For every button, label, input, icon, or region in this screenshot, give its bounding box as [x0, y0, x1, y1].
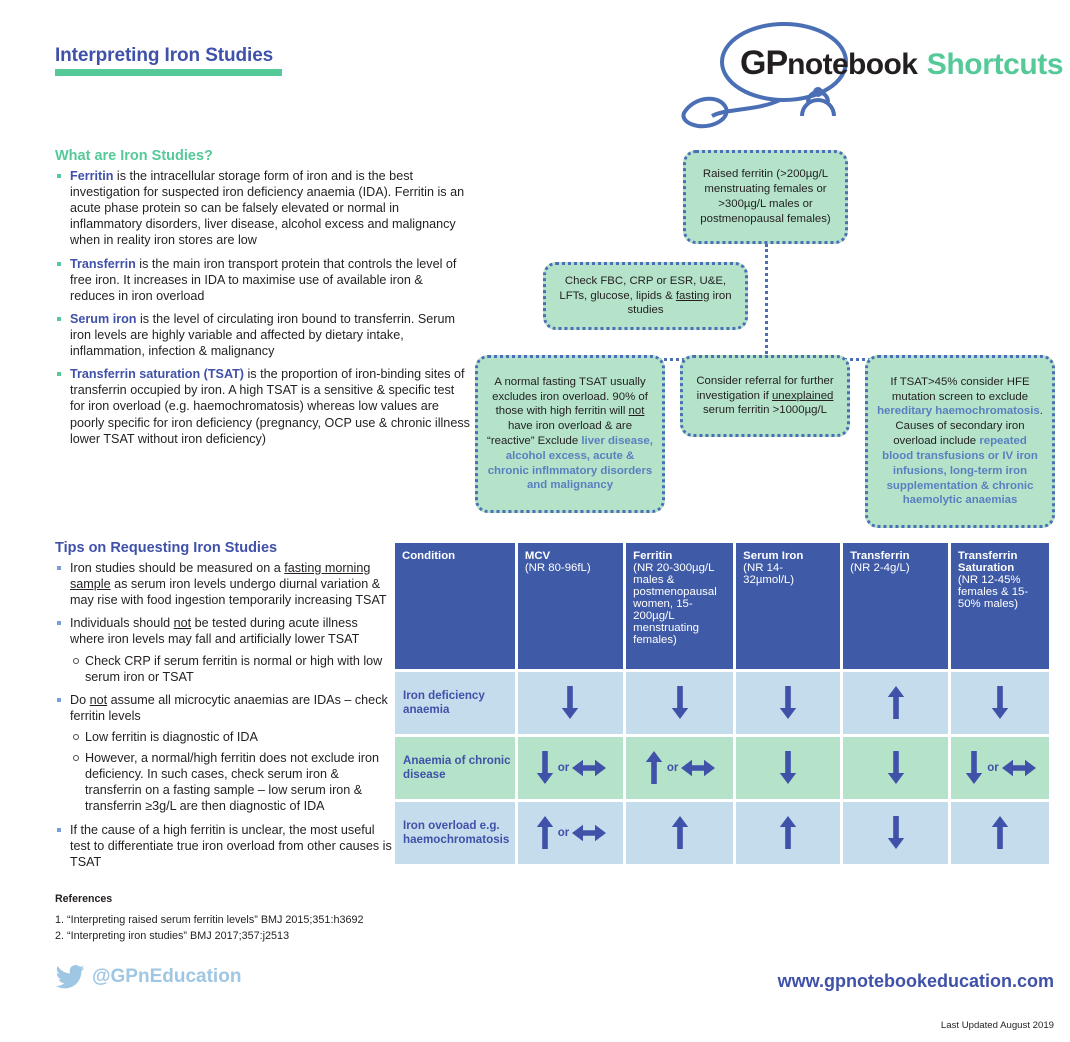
iron-studies-results-table — [392, 540, 1052, 867]
table-body — [395, 672, 1049, 864]
list-item — [55, 311, 470, 359]
twitter-handle-text: @GPnEducation — [92, 966, 242, 987]
arrow-up-icon — [778, 816, 798, 850]
bullet-term: Serum iron — [70, 311, 137, 326]
table-header-row — [395, 543, 1049, 669]
bullet-term: Transferrin saturation (TSAT) — [70, 367, 244, 382]
flow-box-text — [555, 274, 736, 318]
tip-text-underline: not — [173, 616, 192, 631]
flow-text-a: A normal fasting TSAT usually excludes iron overload. 90% of those with high ferritin will — [492, 375, 648, 418]
arrow-up-icon — [990, 816, 1010, 850]
what-are-list — [55, 168, 470, 447]
cell-condition: Anaemia of chronic disease — [395, 737, 515, 799]
references-section — [55, 893, 515, 944]
arrow-group — [740, 686, 836, 720]
flow-box-normal-tsat — [475, 355, 665, 513]
bullet-text: is the main iron transport protein that controls the level of free iron. It increases in IDA to maximise use of available iron & reduces in iron overload — [70, 256, 457, 303]
tip-text-a: Iron studies should be measured on a — [70, 561, 285, 575]
tips-list — [55, 560, 395, 870]
tips-section — [55, 540, 395, 877]
flow-box-consider-referral — [680, 355, 850, 437]
col-range: (NR 14-32µmol/L) — [743, 562, 795, 586]
references-heading: References — [55, 893, 113, 905]
arrow-group — [955, 751, 1045, 785]
cell-condition: Iron overload e.g. haemochromatosis — [395, 802, 515, 864]
tips-sublist — [70, 653, 395, 685]
flow-box-text — [877, 375, 1043, 508]
bullet-text: is the intracellular storage form of iron and is the best investigation for suspected iron deficiency anaemia (IDA). Ferritin is an acute phase protein so can be falsely elevated or normal in inflammatory disorders, liver disease, alcohol excess and malignancy when in reality iron stores are low — [70, 169, 465, 248]
arrow-group — [955, 686, 1045, 720]
arrow-group — [630, 816, 729, 850]
logo-text-shortcuts: Shortcuts — [926, 48, 1064, 81]
tip-text-a: Individuals should — [70, 616, 174, 631]
arrow-down-icon — [778, 686, 798, 720]
list-item — [55, 822, 395, 870]
cell-result — [736, 672, 840, 734]
cell-result — [518, 802, 623, 864]
twitter-bird-icon — [55, 965, 85, 989]
tips-sublist — [70, 729, 395, 815]
col-header-mcv — [518, 543, 623, 669]
cell-result — [736, 802, 840, 864]
flow-text-b: serum ferritin >1000µg/L — [702, 404, 827, 417]
list-item — [55, 168, 470, 249]
col-title: Condition — [402, 550, 456, 562]
website-link[interactable]: www.gpnotebookeducation.com — [777, 971, 1054, 991]
cell-result — [626, 737, 733, 799]
arrow-group — [847, 816, 944, 850]
col-header-serum-iron — [736, 543, 840, 669]
col-title: Serum Iron — [743, 550, 804, 562]
table-head — [395, 543, 1049, 669]
col-range: (NR 12-45% females & 15-50% males) — [957, 574, 1029, 610]
tip-text-b: be tested during acute illness where iron levels may fall and artificially lower TSAT — [70, 616, 360, 647]
flow-text-underline: fasting — [675, 289, 710, 302]
results-table — [392, 540, 1052, 867]
col-title: Ferritin — [633, 550, 673, 562]
flow-box-text — [487, 375, 653, 494]
arrow-group — [522, 686, 619, 720]
arrow-group — [522, 751, 619, 785]
flow-text-highlight: hereditary haemochromatosis — [877, 405, 1040, 418]
col-header-transferrin-saturation — [951, 543, 1049, 669]
tip-text-underline: fasting morning sample — [70, 561, 371, 592]
twitter-link[interactable] — [55, 965, 241, 989]
col-range: (NR 20-300µg/L males & postmenopausal women, 15-200µg/L menstruating females) — [633, 562, 717, 646]
arrow-group — [955, 816, 1045, 850]
cell-result — [843, 672, 948, 734]
sub-list-item: Low ferritin is diagnostic of IDA — [70, 729, 395, 745]
sub-list-item: However, a normal/high ferritin does not exclude iron deficiency. In such cases, check serum iron & transferrin on a fasting sample – low serum iron & transferrin ≥3g/L are then diagnostic of IDA — [70, 750, 395, 814]
flow-text-highlight: liver disease, alcohol excess, acute & chronic inflmmatory disorders and malignancy — [487, 435, 653, 492]
col-title: MCV — [524, 550, 551, 562]
arrow-group — [740, 751, 836, 785]
flow-box-check-tests — [543, 262, 748, 330]
cell-result — [518, 672, 623, 734]
col-title: Transferrin — [850, 550, 910, 562]
table-row — [395, 737, 1049, 799]
connector-vertical-main — [765, 244, 768, 360]
section-heading-what-are: What are Iron Studies? — [55, 148, 213, 164]
list-item — [55, 615, 395, 684]
tip-text-b: assume all microcytic anaemias are IDAs – check ferritin levels — [70, 692, 388, 723]
cell-result — [951, 802, 1049, 864]
cell-result — [951, 672, 1049, 734]
reference-item: 1. “Interpreting raised serum ferritin levels” BMJ 2015;351:h3692 — [55, 914, 364, 926]
or-label: or — [987, 762, 999, 774]
arrow-group — [740, 816, 836, 850]
gpnotebook-logo — [672, 16, 1062, 136]
cell-result — [626, 672, 733, 734]
tip-text-a: If the cause of a high ferritin is unclear, the most useful test to differentiate true iron overload from other causes is TSAT — [70, 822, 392, 869]
or-label: or — [557, 762, 570, 774]
cell-result — [951, 737, 1049, 799]
tip-text-underline: not — [89, 692, 108, 707]
or-label: or — [666, 762, 679, 774]
arrow-left-right-icon — [681, 758, 715, 778]
arrow-group — [630, 686, 729, 720]
sub-list-item: Check CRP if serum ferritin is normal or high with low serum iron or TSAT — [70, 653, 395, 685]
arrow-down-icon — [886, 751, 906, 785]
iron-studies-flowchart — [455, 150, 1070, 530]
arrow-down-icon — [990, 686, 1010, 720]
arrow-group — [630, 751, 729, 785]
flow-text-underline: not — [628, 405, 645, 418]
arrow-down-icon — [778, 751, 798, 785]
bullet-term: Transferrin — [70, 256, 136, 271]
flow-box-raised-ferritin — [683, 150, 848, 244]
tip-text-a: Do — [70, 692, 90, 707]
table-row — [395, 672, 1049, 734]
title-underline-rule — [55, 69, 282, 76]
arrow-up-icon — [670, 816, 690, 850]
arrow-left-right-icon — [572, 758, 606, 778]
col-title: Transferrin Saturation — [957, 550, 1018, 574]
or-label: or — [557, 827, 570, 839]
arrow-group — [522, 816, 619, 850]
flow-text-b: . Causes of secondary iron overload include — [893, 405, 1043, 448]
arrow-up-icon — [886, 686, 906, 720]
flow-text-a: Consider referral for further investigation if — [696, 374, 834, 402]
list-item — [55, 560, 395, 608]
flow-text-highlight: repeated blood transfusions or IV iron infusions, long-term iron supplementation & chronic haemolytic anaemias — [882, 435, 1038, 507]
cell-condition: Iron deficiency anaemia — [395, 672, 515, 734]
page-title: Interpreting Iron Studies — [55, 45, 274, 66]
tip-text-b: as serum iron levels undergo diurnal variation & may rise with food ingestion temporarily increasing TSAT — [70, 577, 387, 608]
table-row — [395, 802, 1049, 864]
list-item — [55, 256, 470, 304]
flow-text-b: have iron overload & are “reactive” Exclude — [487, 420, 633, 447]
col-header-transferrin — [843, 543, 948, 669]
arrow-group — [847, 686, 944, 720]
cell-result — [626, 802, 733, 864]
arrow-left-right-icon — [572, 823, 606, 843]
arrow-down-icon — [964, 751, 984, 785]
flow-box-hfe-screen — [865, 355, 1055, 528]
arrow-down-icon — [886, 816, 906, 850]
logo-text-gp: GP — [740, 44, 788, 82]
arrow-down-icon — [560, 686, 580, 720]
col-range: (NR 80-96fL) — [524, 562, 591, 574]
section-heading-tips: Tips on Requesting Iron Studies — [55, 540, 278, 556]
logo-text-notebook: notebook — [787, 48, 918, 81]
list-item — [55, 692, 395, 815]
arrow-left-right-icon — [1002, 758, 1036, 778]
arrow-down-icon — [670, 686, 690, 720]
col-header-condition — [395, 543, 515, 669]
bullet-text: is the level of circulating iron bound to transferrin. Serum iron levels are highly variable and affected by dietary intake, inflammation, infection & malignancy — [70, 311, 455, 359]
cell-result — [843, 802, 948, 864]
arrow-up-icon — [535, 816, 555, 850]
cell-result — [736, 737, 840, 799]
bullet-term: Ferritin — [70, 169, 114, 183]
flow-box-text — [692, 374, 838, 418]
flow-text-a: If TSAT>45% consider HFE mutation screen to exclude — [890, 375, 1030, 403]
bullet-text: is the proportion of iron-binding sites of transferrin occupied by iron. A high TSAT is a sensitive & specific test for iron overload (e.g. haemochromatosis) whereas low values are poorly specific for iron deficiency (pregnancy, OCP use & chronic illness lower TSAT without iron deficiency) — [70, 367, 470, 446]
arrow-group — [847, 751, 944, 785]
cell-result — [518, 737, 623, 799]
reference-item: 2. “Interpreting iron studies” BMJ 2017;357:j2513 — [55, 929, 290, 942]
col-range: (NR 2-4g/L) — [850, 562, 910, 574]
col-header-ferritin — [626, 543, 733, 669]
flow-text-b: iron studies — [627, 289, 732, 317]
what-are-iron-studies-section — [55, 148, 470, 454]
list-item — [55, 366, 470, 447]
flow-text-underline: unexplained — [771, 389, 834, 402]
arrow-up-icon — [644, 751, 664, 785]
flow-box-text: Raised ferritin (>200µg/L menstruating females or >300µg/L males or postmenopausal females) — [700, 168, 831, 225]
arrow-down-icon — [535, 751, 555, 785]
flow-text-a: Check FBC, CRP or ESR, U&E, LFTs, glucose, lipids & — [559, 274, 727, 302]
last-updated-text: Last Updated August 2019 — [940, 1020, 1054, 1031]
cell-result — [843, 737, 948, 799]
